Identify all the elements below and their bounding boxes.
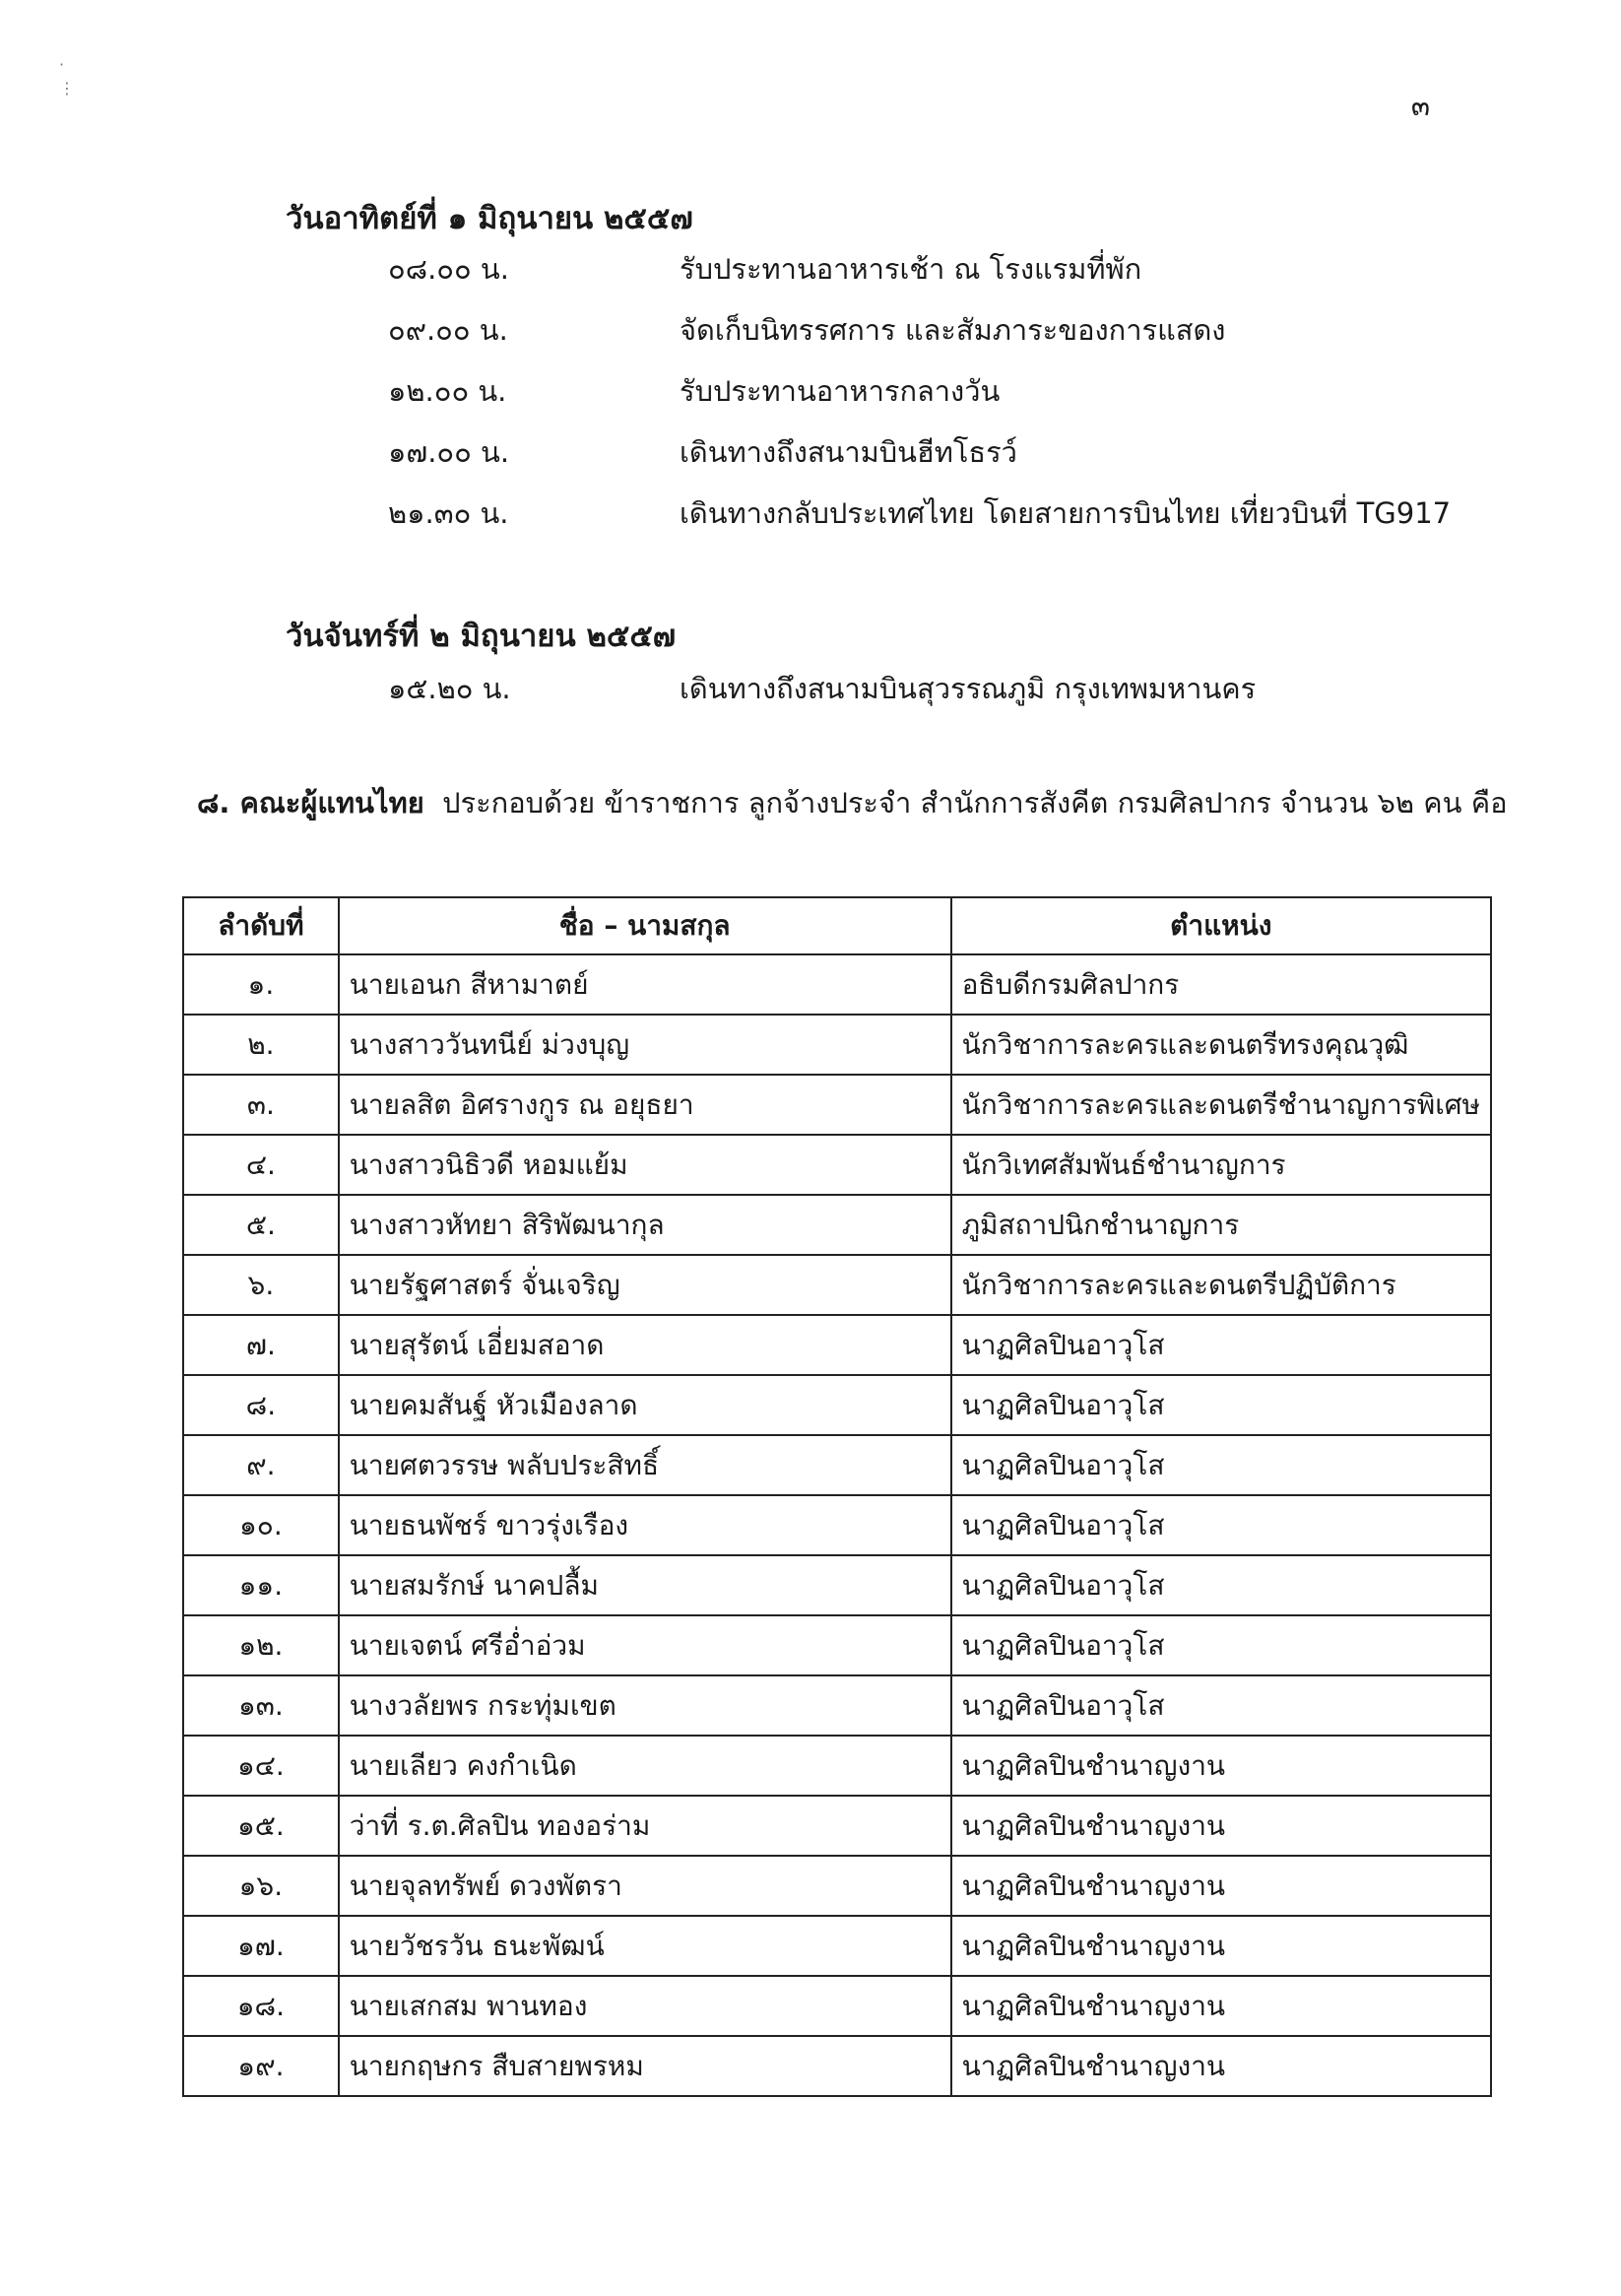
row-position: นาฏศิลปินชำนาญงาน — [951, 1856, 1491, 1916]
row-name: นางสาววันทนีย์ ม่วงบุญ — [339, 1015, 951, 1075]
section-8-line — [197, 780, 1508, 825]
row-name: ว่าที่ ร.ต.ศิลปิน ทองอร่าม — [339, 1796, 951, 1856]
schedule-row — [0, 368, 1621, 414]
row-name: นายเจตน์ ศรีอ่ำอ่วม — [339, 1615, 951, 1675]
row-name: นายกฤษกร สืบสายพรหม — [339, 2036, 951, 2096]
row-number: ๒. — [183, 1015, 339, 1075]
row-name: นายศตวรรษ พลับประสิทธิ์ — [339, 1435, 951, 1495]
page-number: ๓ — [1410, 90, 1430, 122]
row-number: ๑๓. — [183, 1675, 339, 1736]
row-position: นาฏศิลปินอาวุโส — [951, 1435, 1491, 1495]
row-position: นาฏศิลปินอาวุโส — [951, 1315, 1491, 1375]
table-row — [183, 1796, 1491, 1856]
row-number: ๑๑. — [183, 1555, 339, 1615]
row-number: ๕. — [183, 1195, 339, 1255]
row-number: ๑๙. — [183, 2036, 339, 2096]
row-number: ๙. — [183, 1435, 339, 1495]
schedule-time: ๐๘.๐๐ น. — [388, 252, 509, 286]
row-position: นักวิเทศสัมพันธ์ชำนาญการ — [951, 1135, 1491, 1195]
day-heading-2: วันจันทร์ที่ ๒ มิถุนายน ๒๕๕๗ — [286, 619, 677, 654]
row-number: ๑๖. — [183, 1856, 339, 1916]
row-name: นายจุลทรัพย์ ดวงพัตรา — [339, 1856, 951, 1916]
table-row — [183, 2036, 1491, 2096]
table-header-row — [183, 897, 1491, 954]
schedule-desc: เดินทางถึงสนามบินฮีทโธรว์ — [680, 435, 1017, 469]
header-name: ชื่อ – นามสกุล — [339, 897, 951, 954]
table-row — [183, 1435, 1491, 1495]
row-position: นาฏศิลปินชำนาญงาน — [951, 1976, 1491, 2036]
table-row — [183, 1315, 1491, 1375]
schedule-time: ๐๙.๐๐ น. — [388, 313, 508, 347]
row-number: ๓. — [183, 1075, 339, 1135]
row-number: ๑๔. — [183, 1736, 339, 1796]
row-number: ๔. — [183, 1135, 339, 1195]
row-number: ๑๒. — [183, 1615, 339, 1675]
table-row — [183, 1615, 1491, 1675]
row-number: ๖. — [183, 1255, 339, 1315]
table-row — [183, 1195, 1491, 1255]
schedule-row — [0, 307, 1621, 353]
table-row — [183, 1075, 1491, 1135]
table-row — [183, 1555, 1491, 1615]
schedule-desc: จัดเก็บนิทรรศการ และสัมภาระของการแสดง — [680, 313, 1226, 347]
row-position: นาฏศิลปินอาวุโส — [951, 1555, 1491, 1615]
row-position: อธิบดีกรมศิลปากร — [951, 954, 1491, 1015]
row-number: ๑๗. — [183, 1916, 339, 1976]
row-name: นายสุรัตน์ เอี่ยมสอาด — [339, 1315, 951, 1375]
schedule-desc: รับประทานอาหารเช้า ณ โรงแรมที่พัก — [680, 252, 1142, 286]
row-position: นาฏศิลปินชำนาญงาน — [951, 1916, 1491, 1976]
schedule-desc: รับประทานอาหารกลางวัน — [680, 374, 1001, 408]
table-row — [183, 1495, 1491, 1555]
row-position: นาฏศิลปินชำนาญงาน — [951, 1736, 1491, 1796]
table-row — [183, 1856, 1491, 1916]
row-number: ๑๘. — [183, 1976, 339, 2036]
schedule-desc: เดินทางถึงสนามบินสุวรรณภูมิ กรุงเทพมหานคร — [680, 672, 1257, 705]
schedule-time: ๑๗.๐๐ น. — [388, 435, 510, 469]
schedule-time: ๒๑.๓๐ น. — [388, 496, 509, 530]
day-heading-1: วันอาทิตย์ที่ ๑ มิถุนายน ๒๕๕๗ — [286, 201, 693, 236]
header-num: ลำดับที่ — [183, 897, 339, 954]
row-position: นาฏศิลปินชำนาญงาน — [951, 1796, 1491, 1856]
table-body — [183, 954, 1491, 2096]
table-row — [183, 1135, 1491, 1195]
section-8-text: ประกอบด้วย ข้าราชการ ลูกจ้างประจำ สำนักการสังคีต กรมศิลปากร จำนวน ๖๒ คน คือ — [442, 786, 1508, 820]
row-position: นาฏศิลปินอาวุโส — [951, 1615, 1491, 1675]
row-name: นายคมสันฐ์ หัวเมืองลาด — [339, 1375, 951, 1435]
row-name: นายธนพัชร์ ขาวรุ่งเรือง — [339, 1495, 951, 1555]
row-number: ๘. — [183, 1375, 339, 1435]
table-row — [183, 1916, 1491, 1976]
table-row — [183, 1255, 1491, 1315]
row-number: ๑. — [183, 954, 339, 1015]
header-position: ตำแหน่ง — [951, 897, 1491, 954]
row-name: นายลสิต อิศรางกูร ณ อยุธยา — [339, 1075, 951, 1135]
table-row — [183, 1976, 1491, 2036]
scan-specks: · ⋮ — [59, 55, 75, 98]
schedule-row — [0, 666, 1621, 711]
table-row — [183, 1736, 1491, 1796]
section-8-heading: ๘. คณะผู้แทนไทย — [197, 786, 424, 820]
row-number: ๗. — [183, 1315, 339, 1375]
table-row — [183, 1015, 1491, 1075]
row-name: นายรัฐศาสตร์ จั่นเจริญ — [339, 1255, 951, 1315]
row-position: นักวิชาการละครและดนตรีปฏิบัติการ — [951, 1255, 1491, 1315]
schedule-time: ๑๒.๐๐ น. — [388, 374, 507, 408]
row-name: นายเสกสม พานทอง — [339, 1976, 951, 2036]
table-row — [183, 1375, 1491, 1435]
row-name: นางสาวหัทยา สิริพัฒนากุล — [339, 1195, 951, 1255]
table-row — [183, 954, 1491, 1015]
row-position: ภูมิสถาปนิกชำนาญการ — [951, 1195, 1491, 1255]
row-position: นาฏศิลปินชำนาญงาน — [951, 2036, 1491, 2096]
row-position: นักวิชาการละครและดนตรีทรงคุณวุฒิ — [951, 1015, 1491, 1075]
row-position: นาฏศิลปินอาวุโส — [951, 1675, 1491, 1736]
row-position: นักวิชาการละครและดนตรีชำนาญการพิเศษ — [951, 1075, 1491, 1135]
row-name: นายเลียว คงกำเนิด — [339, 1736, 951, 1796]
table-row — [183, 1675, 1491, 1736]
row-name: นางสาวนิธิวดี หอมแย้ม — [339, 1135, 951, 1195]
row-name: นายเอนก สีหามาตย์ — [339, 954, 951, 1015]
row-name: นางวลัยพร กระทุ่มเขต — [339, 1675, 951, 1736]
delegation-table — [182, 896, 1492, 2097]
row-name: นายสมรักษ์ นาคปลื้ม — [339, 1555, 951, 1615]
row-name: นายวัชรวัน ธนะพัฒน์ — [339, 1916, 951, 1976]
schedule-time: ๑๕.๒๐ น. — [388, 672, 511, 705]
row-position: นาฏศิลปินอาวุโส — [951, 1495, 1491, 1555]
schedule-row — [0, 246, 1621, 292]
schedule-desc: เดินทางกลับประเทศไทย โดยสายการบินไทย เที่ยวบินที่ TG917 — [680, 496, 1452, 530]
row-number: ๑๕. — [183, 1796, 339, 1856]
row-position: นาฏศิลปินอาวุโส — [951, 1375, 1491, 1435]
schedule-row — [0, 491, 1621, 536]
schedule-row — [0, 429, 1621, 475]
row-number: ๑๐. — [183, 1495, 339, 1555]
